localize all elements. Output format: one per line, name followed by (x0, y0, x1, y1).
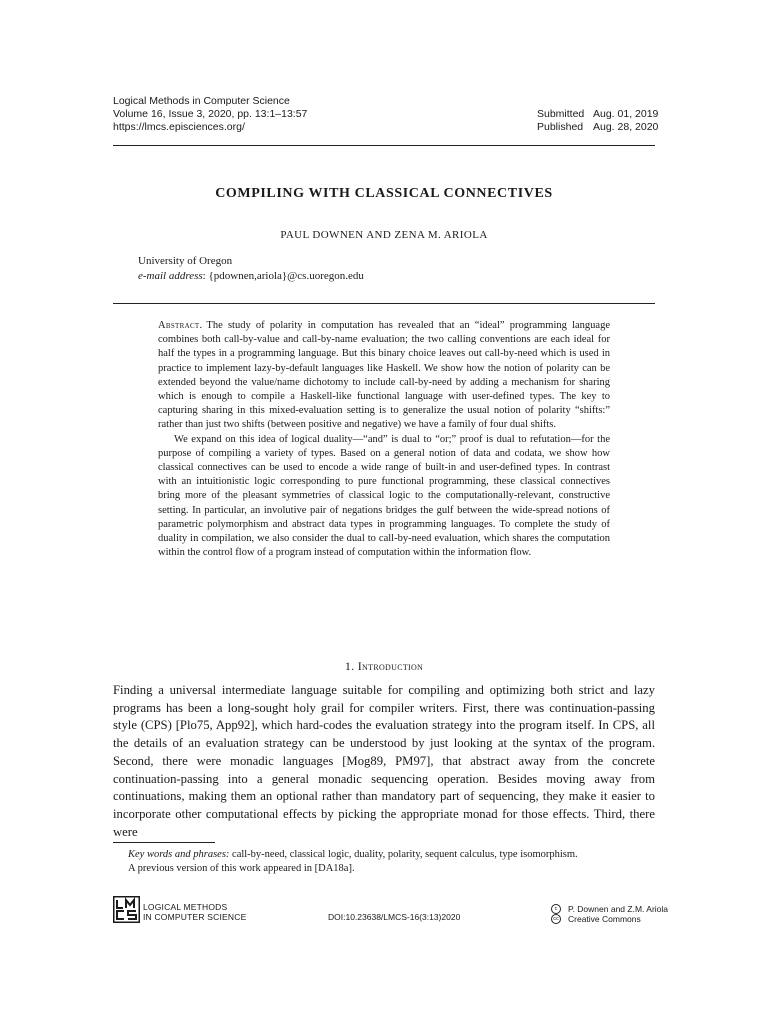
submitted-label: Submitted (537, 108, 585, 120)
logo-line-1: LOGICAL METHODS (143, 902, 228, 912)
creative-commons-icon: cc (551, 914, 561, 924)
title-rule (113, 303, 655, 304)
lmcs-logo-icon (113, 896, 140, 923)
keywords: call-by-need, classical logic, duality, polarity, sequent calculus, type isomorphism. (232, 849, 578, 860)
copyright-holder: P. Downen and Z.M. Ariola (568, 904, 669, 914)
previous-version-note: A previous version of this work appeared in [DA18a]. (128, 863, 355, 874)
logo-line-2: IN COMPUTER SCIENCE (143, 911, 247, 922)
email-label: e-mail address (138, 270, 203, 282)
published-date: Aug. 28, 2020 (593, 121, 659, 133)
paper-title: COMPILING WITH CLASSICAL CONNECTIVES (215, 186, 553, 201)
section-title: Introduction (357, 659, 424, 673)
abstract-label: Abstract. (158, 320, 203, 331)
email-separator: : (202, 270, 209, 282)
journal-url[interactable]: https://lmcs.episciences.org/ (113, 121, 245, 133)
doi[interactable]: DOI:10.23638/LMCS-16(3:13)2020 (328, 912, 461, 922)
email-line (138, 269, 364, 284)
abstract (158, 319, 610, 560)
section-number: 1. (344, 659, 355, 673)
dates-block (537, 108, 658, 134)
paper-authors: PAUL DOWNEN AND ZENA M. ARIOLA (280, 229, 488, 241)
email-address[interactable]: {pdownen,ariola}@cs.uoregon.edu (208, 270, 364, 282)
abstract-text-1: The study of polarity in computation has revealed that an “ideal” programming language combines both call-by-value and call-by-name evaluation; the two calling conventions are each ideal for half the types in a programming language. But this binary choice leaves out call-by-need which is used in practice to implement lazy-by-default languages like Haskell. We show how the notion of polarity can be extended beyond the value/name dichotomy to include call-by-need by adding a mechanism for sharing which is enough to compile a Haskell-like functional language with user-defined types. The key to capturing sharing in this mixed-evaluation setting is to generalize the usual notion of polarity “shifts:” rather than just two shifts (between positive and negative) we have a family of four dual shifts. (158, 320, 610, 431)
section-heading (113, 659, 655, 674)
license-block (551, 904, 668, 924)
footnote (128, 848, 655, 876)
affiliation (138, 254, 364, 284)
header-rule (113, 145, 655, 146)
section-body (113, 682, 655, 841)
copyright-icon: c (551, 904, 561, 914)
footnote-rule (113, 842, 215, 843)
institution: University of Oregon (138, 255, 233, 267)
journal-volume: Volume 16, Issue 3, 2020, pp. 13:1–13:57 (113, 108, 308, 120)
logo-text (143, 903, 246, 922)
body-paragraph: Finding a universal intermediate language suitable for compiling and optimizing both strict and lazy programs has been a long-sought holy grail for compiler writers. First, there was continuation-passing style (CPS) [Plo75, App92], which hard-codes the evaluation strategy into the program itself. In CPS, all the details of an evaluation strategy can be understood by just looking at the syntax of the program. Second, there were monadic languages [Mog89, PM97], that abstract away from the concrete continuation-passing into a general monadic sequencing operation. Besides moving away from continuations, making them an optional rather than mandatory part of sequencing, they make it easier to incorporate other computational effects by picking the appropriate monad for those effects. Third, there were (113, 683, 655, 839)
submitted-date: Aug. 01, 2019 (593, 108, 659, 120)
abstract-paragraph-1 (158, 319, 610, 433)
journal-header (113, 95, 307, 134)
keywords-label: Key words and phrases: (128, 849, 230, 860)
published-label: Published (537, 121, 584, 133)
keywords-line (128, 848, 655, 862)
journal-name: Logical Methods in Computer Science (113, 95, 290, 107)
license-name: Creative Commons (568, 914, 641, 924)
abstract-paragraph-2: We expand on this idea of logical duality—“and” is dual to “or;” proof is dual to refutation—for the purpose of compiling a variety of types. Based on a general notion of data and codata, we show how classical connectives can be used to encode a wide range of built-in and user-defined types. In contrast with an intuitionistic logic corresponding to pure functional programming, these classical connectives bring more of the pleasant symmetries of classical logic to the computationally-relevant, constructive setting. In particular, an involutive pair of negations bridges the gulf between the wide-spread notions of parametric polymorphism and abstract data types in programming languages. To complete the study of duality in compilation, we also consider the dual to call-by-need evaluation, which shares the computation within the control flow of a program instead of computation within the information flow. (158, 433, 610, 559)
